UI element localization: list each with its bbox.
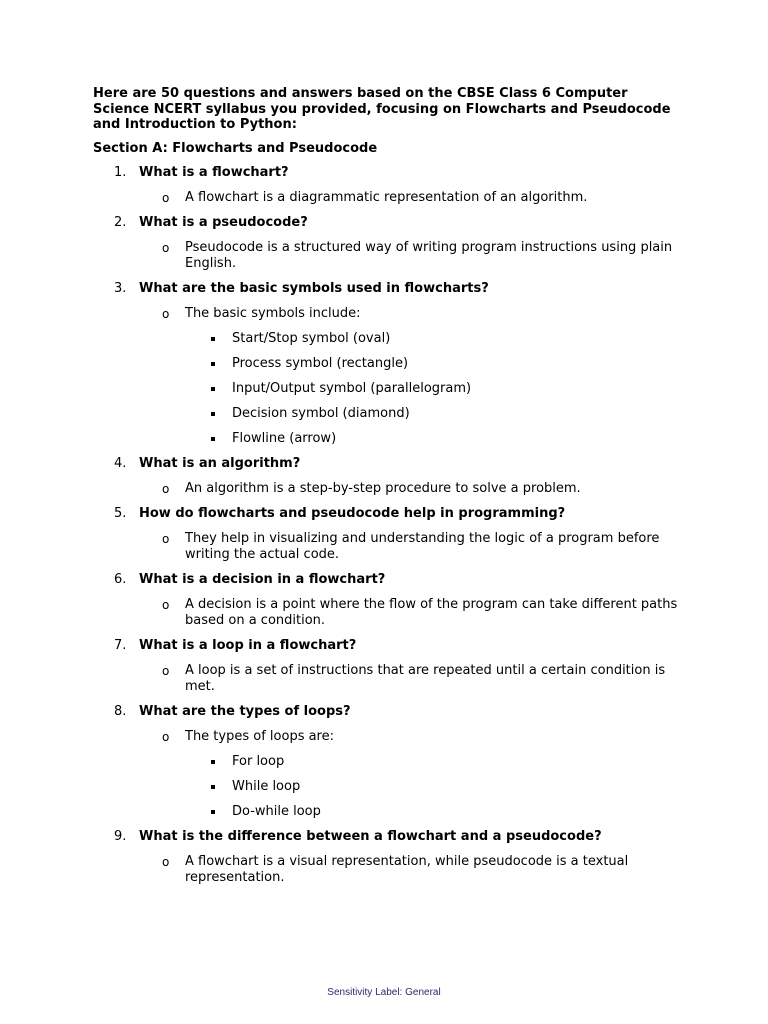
- bullet-text: Flowline (arrow): [232, 430, 337, 446]
- bullet-text: Do-while loop: [232, 803, 321, 819]
- square-bullet-icon: [211, 362, 215, 366]
- bullet-item: [232, 331, 683, 356]
- answer-text: A flowchart is a visual representation, while pseudocode is a textual representation.: [185, 853, 629, 885]
- answer-text: A flowchart is a diagrammatic representation of an algorithm.: [185, 189, 588, 205]
- section-title: Section A: Flowcharts and Pseudocode: [93, 140, 378, 156]
- question-item: [93, 638, 683, 704]
- square-bullet-icon: [211, 437, 215, 441]
- answer-text: Pseudocode is a structured way of writing program instructions using plain English.: [185, 239, 673, 271]
- question-text: What is a flowchart?: [139, 164, 289, 180]
- question-text: What is a loop in a flowchart?: [139, 637, 357, 653]
- square-bullet-icon: [211, 785, 215, 789]
- sensitivity-label-footer: Sensitivity Label: General: [327, 987, 441, 998]
- bullet-text: Input/Output symbol (parallelogram): [232, 380, 472, 396]
- answer-item: [162, 480, 683, 506]
- answer-item: [162, 239, 683, 281]
- square-bullet-icon: [211, 337, 215, 341]
- question-number: 7.: [114, 637, 127, 653]
- answer-marker: o: [162, 597, 170, 612]
- intro-paragraph: Here are 50 questions and answers based on the CBSE Class 6 Computer Science NCERT syllabus you provided, focusing on Flowcharts and Pseudocode and Introduction to Python:: [93, 86, 671, 132]
- question-text: What are the basic symbols used in flowcharts?: [139, 280, 489, 296]
- answer-marker: o: [162, 240, 170, 255]
- bullet-item: [232, 754, 683, 779]
- question-item: [93, 456, 683, 506]
- answer-item: [162, 662, 683, 704]
- question-item: [93, 215, 683, 281]
- answer-item: [162, 530, 683, 572]
- answer-item: [162, 728, 683, 754]
- answer-marker: o: [162, 854, 170, 869]
- question-number: 3.: [114, 280, 127, 296]
- square-bullet-icon: [211, 387, 215, 391]
- bullet-text: Decision symbol (diamond): [232, 405, 410, 421]
- bullet-text: Start/Stop symbol (oval): [232, 330, 391, 346]
- square-bullet-icon: [211, 412, 215, 416]
- question-number: 4.: [114, 455, 127, 471]
- question-text: What is an algorithm?: [139, 455, 301, 471]
- bullet-item: [232, 406, 683, 431]
- bullet-item: [232, 381, 683, 406]
- question-item: [93, 165, 683, 215]
- question-number: 2.: [114, 214, 127, 230]
- question-text: How do flowcharts and pseudocode help in programming?: [139, 505, 566, 521]
- question-list: [93, 165, 683, 895]
- bullet-item: [232, 431, 683, 456]
- bullet-text: While loop: [232, 778, 301, 794]
- question-item: [93, 281, 683, 456]
- answer-marker: o: [162, 663, 170, 678]
- answer-marker: o: [162, 306, 170, 321]
- question-number: 5.: [114, 505, 127, 521]
- bullet-text: For loop: [232, 753, 285, 769]
- question-item: [93, 572, 683, 638]
- answer-item: [162, 853, 683, 895]
- question-item: [93, 829, 683, 895]
- answer-text: They help in visualizing and understanding the logic of a program before writing the actual code.: [185, 530, 660, 562]
- bullet-item: [232, 779, 683, 804]
- answer-text: The basic symbols include:: [185, 305, 361, 321]
- square-bullet-icon: [211, 760, 215, 764]
- answer-marker: o: [162, 729, 170, 744]
- answer-text: An algorithm is a step-by-step procedure to solve a problem.: [185, 480, 581, 496]
- answer-item: [162, 596, 683, 638]
- bullet-item: [232, 356, 683, 381]
- question-text: What is a decision in a flowchart?: [139, 571, 386, 587]
- question-number: 1.: [114, 164, 127, 180]
- question-item: [93, 704, 683, 829]
- question-number: 9.: [114, 828, 127, 844]
- answer-text: A loop is a set of instructions that are repeated until a certain condition is met.: [185, 662, 666, 694]
- question-number: 8.: [114, 703, 127, 719]
- question-number: 6.: [114, 571, 127, 587]
- question-text: What is a pseudocode?: [139, 214, 308, 230]
- answer-marker: o: [162, 531, 170, 546]
- question-text: What is the difference between a flowchart and a pseudocode?: [139, 828, 602, 844]
- answer-item: [162, 189, 683, 215]
- square-bullet-icon: [211, 810, 215, 814]
- answer-marker: o: [162, 190, 170, 205]
- document-page: [93, 86, 683, 895]
- answer-text: The types of loops are:: [185, 728, 334, 744]
- answer-item: [162, 305, 683, 331]
- bullet-text: Process symbol (rectangle): [232, 355, 409, 371]
- question-text: What are the types of loops?: [139, 703, 351, 719]
- question-item: [93, 506, 683, 572]
- bullet-item: [232, 804, 683, 829]
- answer-text: A decision is a point where the flow of the program can take different paths based on a condition.: [185, 596, 678, 628]
- answer-marker: o: [162, 481, 170, 496]
